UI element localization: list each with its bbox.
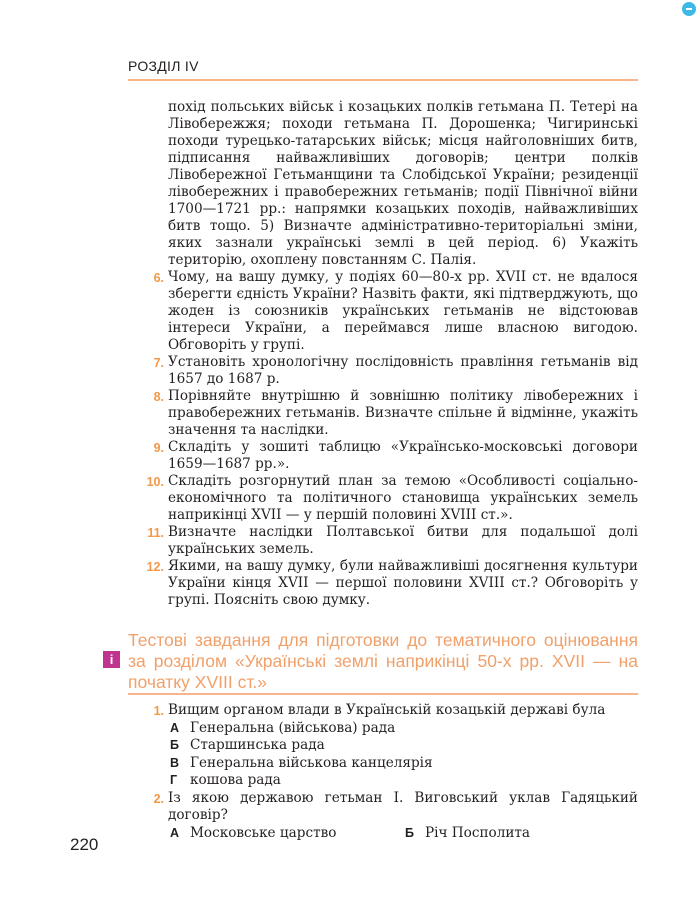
question-item [147, 524, 638, 558]
question-item [153, 354, 638, 388]
answer-option[interactable] [405, 825, 638, 843]
option-text: кошова рада [190, 772, 281, 788]
option-text: Старшинська рада [190, 737, 325, 753]
question-item [153, 269, 638, 354]
test-item [153, 702, 638, 720]
question-item [153, 439, 638, 473]
test-section-title: Тестові завдання для підготовки до тематичного оцінювання за розділом «Українські землі наприкінці 50-х рр. XVII — на початку XVIII ст.» [128, 630, 638, 692]
answer-option[interactable] [170, 772, 638, 790]
test-section-divider [128, 693, 638, 695]
question-text: Установіть хронологічну послідовність правління гетьманів від 1657 до 1687 р. [168, 354, 638, 387]
question-number: 9. [153, 441, 164, 455]
question-number: 8. [153, 390, 164, 404]
answer-option[interactable] [170, 825, 403, 843]
test-item [153, 789, 638, 825]
option-letter: А [170, 825, 180, 840]
option-text: Генеральна військова канцелярія [190, 754, 433, 771]
test-number: 2. [153, 791, 164, 806]
question-text: Порівняйте внутрішню й зовнішню політику лівобережних і правобережних гетьманів. Визначте спільне й відмінне, укажіть значення та наслідки. [168, 388, 638, 438]
question-number: 6. [153, 271, 164, 285]
test-question: Вищим органом влади в Українській козацькій державі була [168, 702, 606, 718]
question-item [146, 558, 638, 609]
tests-block [153, 702, 638, 842]
header-divider [128, 79, 638, 81]
page-number: 220 [70, 835, 99, 854]
info-icon: i [103, 651, 120, 668]
option-letter: Г [170, 773, 178, 787]
answer-options-row [168, 825, 638, 843]
option-letter: В [170, 755, 180, 770]
question-number: 12. [146, 560, 164, 574]
question-text: Складіть розгорнутий план за темою «Особливості соціально-економічного та політичного становища українських земель наприкінці XVII — у першій половині XVIII ст.». [168, 473, 638, 523]
question-item [153, 388, 638, 439]
corner-logo-icon [682, 2, 696, 16]
question-number: 11. [147, 526, 164, 540]
option-text: Московське царство [190, 824, 337, 841]
question-text: Складіть у зошиті таблицю «Українсько-московські договори 1659—1687 рр.». [168, 439, 638, 472]
answer-option[interactable] [170, 720, 638, 738]
question-number: 7. [153, 356, 164, 370]
intro-paragraph: похід польських військ і козацьких полків гетьмана П. Тетері на Лівобережжя; походи гетьмана П. Дорошенка; Чигиринські походи турецько-татарських військ; місця найголовніших битв, підписання найважливіших договорів; центри полків Лівобережної Гетьманщини та Слобідської України; резиденції лівобережних і правобережних гетьманів; події Північної війни 1700—1721 рр.: напрямки козацьких походів, найважливіших битв тощо. 5) Визначте адміністративно-територіальні зміни, яких зазнали українські землі в цей період. 6) Укажіть територію, охоплену повстанням С. Палія. [168, 99, 638, 268]
option-text: Річ Посполита [425, 824, 531, 841]
option-letter: Б [170, 738, 179, 752]
question-text: Якими, на вашу думку, були найважливіші досягнення культури України кінця XVII — першої половини XVIII ст.? Обговоріть у групі. Поясніть свою думку. [168, 558, 638, 608]
question-item [146, 473, 638, 524]
answer-option[interactable] [170, 737, 638, 755]
question-text: Визначте наслідки Полтавської битви для подальшої долі українських земель. [168, 524, 638, 557]
option-letter: А [170, 720, 180, 735]
test-number: 1. [153, 704, 164, 718]
question-number: 10. [146, 475, 164, 489]
questions-block [146, 99, 638, 609]
test-section-header [128, 630, 638, 693]
chapter-header: РОЗДІЛ IV [128, 58, 199, 74]
test-question: Із якою державою гетьман І. Виговський уклав Гадяцький договір? [168, 789, 638, 823]
option-text: Генеральна (військова) рада [190, 719, 396, 736]
question-text: Чому, на вашу думку, у подіях 60—80-х рр. XVII ст. не вдалося зберегти єдність України? Назвіть факти, які підтверджують, що жоден із союзників українських гетьманів не відстоював інтереси України, а переймався лише власною вигодою. Обговоріть у групі. [168, 269, 638, 353]
option-letter: Б [405, 825, 414, 840]
answer-option[interactable] [170, 755, 638, 773]
